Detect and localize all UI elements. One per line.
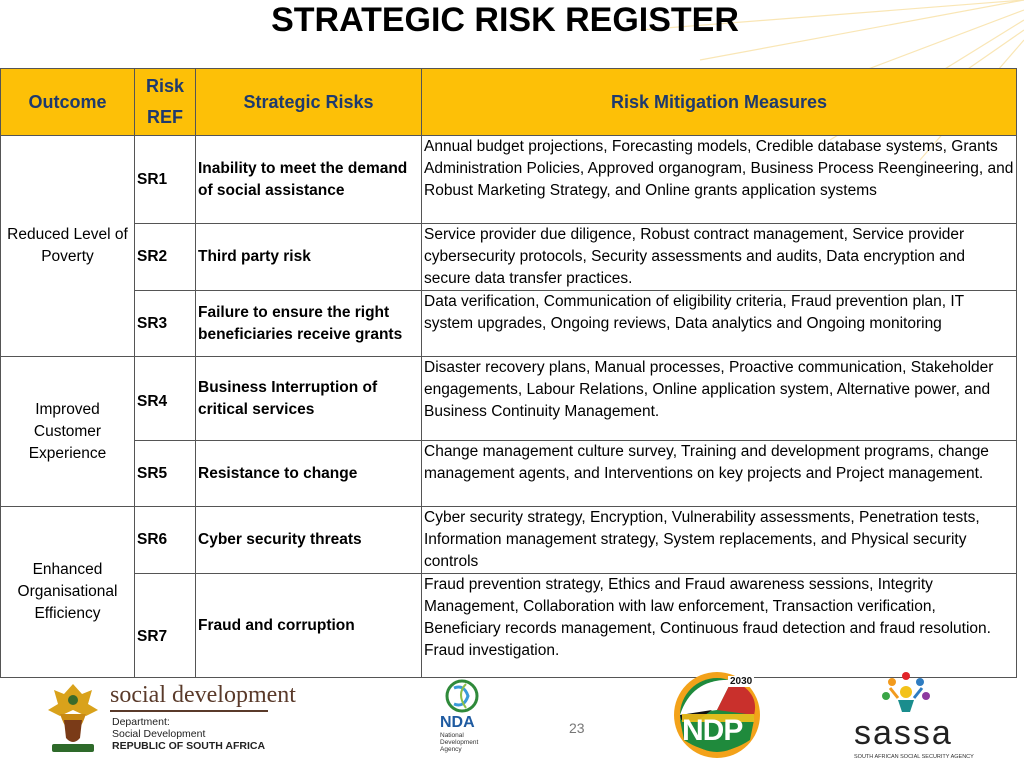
mitigation-cell: Disaster recovery plans, Manual processes, Proactive communication, Stakeholder engagements, Labour Relations, Online application system, Alternative power, and Business Continuity Management. [422, 357, 1017, 441]
ndp-acronym: NDP [682, 714, 743, 747]
mitigation-cell: Data verification, Communication of eligibility criteria, Fraud prevention plan, IT system upgrades, Ongoing reviews, Data analytics and Ongoing monitoring [422, 291, 1017, 357]
header-mitigation: Risk Mitigation Measures [422, 69, 1017, 136]
nda-tagline: National Development Agency [440, 732, 479, 753]
table-row [1, 224, 1017, 291]
risk-ref-cell: SR2 [135, 224, 196, 291]
risk-ref-cell: SR3 [135, 291, 196, 357]
sassa-wordmark: sassa [854, 714, 953, 752]
coat-of-arms-icon [42, 680, 104, 756]
ndp-year: 2030 [730, 676, 753, 687]
department-label: Department: [112, 716, 170, 728]
department-name: Social Development [112, 728, 206, 740]
table-row [1, 357, 1017, 441]
risk-ref-cell: SR1 [135, 136, 196, 224]
header-outcome: Outcome [1, 69, 135, 136]
sassa-tagline: SOUTH AFRICAN SOCIAL SECURITY AGENCY [854, 754, 974, 760]
social-development-department [112, 716, 265, 752]
mitigation-cell: Service provider due diligence, Robust contract management, Service provider cybersecurity protocols, Security assessments and audits, Data encryption and secure data transfer practices. [422, 224, 1017, 291]
strategic-risk-cell: Third party risk [196, 224, 422, 291]
strategic-risk-cell: Failure to ensure the right beneficiaries receive grants [196, 291, 422, 357]
page-title: STRATEGIC RISK REGISTER [271, 1, 739, 39]
risk-register-table [0, 68, 1017, 678]
nda-acronym: NDA [440, 714, 475, 731]
header-risk-ref-line1: Risk [145, 76, 185, 96]
outcome-cell: Enhanced Organisational Efficiency [1, 507, 135, 678]
outcome-cell: Reduced Level of Poverty [1, 136, 135, 357]
mitigation-cell: Cyber security strategy, Encryption, Vulnerability assessments, Penetration tests, Information management strategy, System replacements, and Physical security controls [422, 507, 1017, 574]
header-risk-ref-line2: REF [147, 107, 183, 127]
department-country: REPUBLIC OF SOUTH AFRICA [112, 740, 266, 752]
header-risk-ref [135, 69, 196, 136]
strategic-risk-cell: Resistance to change [196, 441, 422, 507]
table-row [1, 507, 1017, 574]
table-header-row [1, 69, 1017, 136]
risk-ref-cell: SR7 [135, 574, 196, 678]
mitigation-cell: Annual budget projections, Forecasting models, Credible database systems, Grants Administration Policies, Approved organogram, Business Process Reengineering, and Robust Marketing Strategy, and Online grants application systems [422, 136, 1017, 224]
risk-ref-cell: SR4 [135, 357, 196, 441]
risk-ref-cell: SR6 [135, 507, 196, 574]
sassa-figures-icon [876, 670, 936, 716]
table-row [1, 291, 1017, 357]
risk-ref-cell: SR5 [135, 441, 196, 507]
strategic-risk-cell: Fraud and corruption [196, 574, 422, 678]
social-development-rule [110, 710, 268, 712]
mitigation-cell: Fraud prevention strategy, Ethics and Fraud awareness sessions, Integrity Management, Collaboration with law enforcement, Transaction verification, Beneficiary records management, Continuous fraud detection and fraud resolution. Fraud investigation. [422, 574, 1017, 678]
social-development-wordmark: social development [110, 682, 296, 708]
strategic-risk-cell: Business Interruption of critical services [196, 357, 422, 441]
footer [0, 676, 1024, 768]
table-row [1, 574, 1017, 678]
nda-swirl-icon [438, 676, 486, 716]
page-number: 23 [569, 720, 585, 736]
header-strategic-risks: Strategic Risks [196, 69, 422, 136]
table-row [1, 441, 1017, 507]
strategic-risk-cell: Inability to meet the demand of social assistance [196, 136, 422, 224]
outcome-cell: Improved Customer Experience [1, 357, 135, 507]
strategic-risk-cell: Cyber security threats [196, 507, 422, 574]
table-row [1, 136, 1017, 224]
mitigation-cell: Change management culture survey, Training and development programs, change management agents, and Interventions on key projects and Project management. [422, 441, 1017, 507]
